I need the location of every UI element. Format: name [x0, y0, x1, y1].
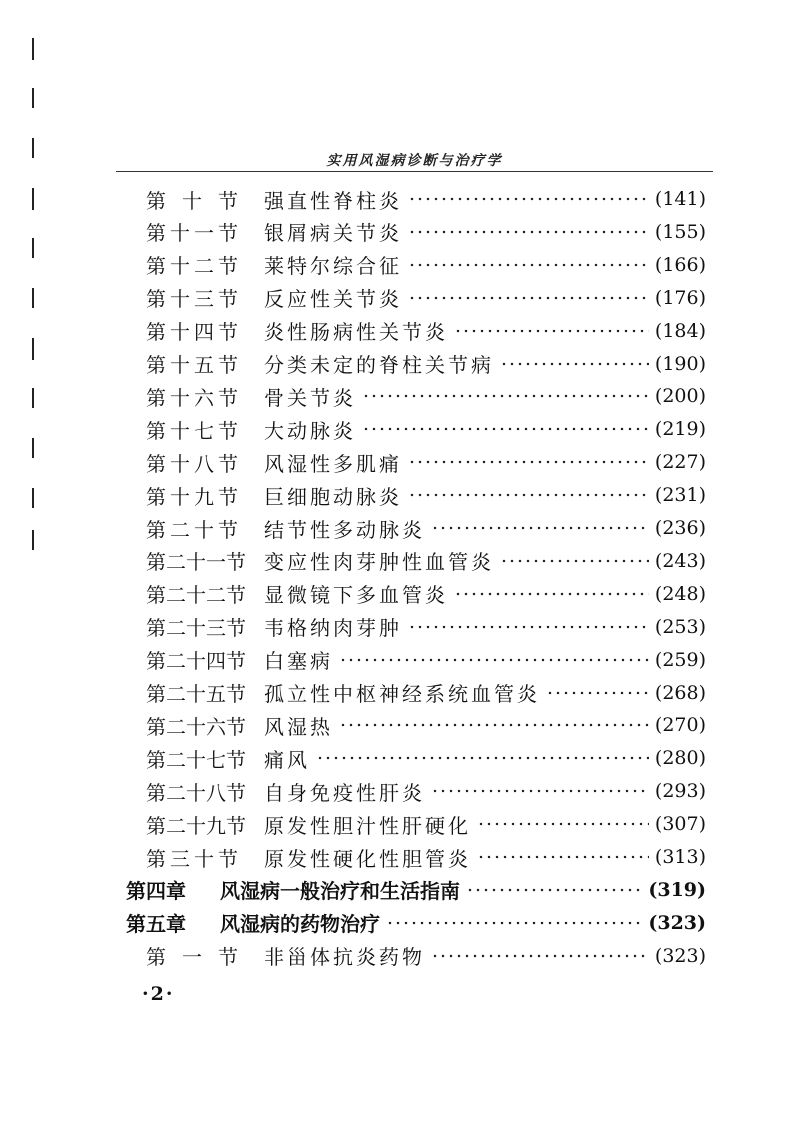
- dot-leader: [408, 296, 649, 300]
- toc-entry-page: (141): [654, 188, 706, 210]
- toc-entry-title: 炎性肠病性关节炎: [264, 320, 448, 345]
- dot-leader: [466, 888, 642, 892]
- toc-entry-number: 第二十一节: [146, 550, 246, 575]
- dot-leader: [546, 691, 649, 695]
- toc-entry-number: 第二十八节: [146, 780, 246, 805]
- toc-entry-page: (268): [654, 681, 706, 704]
- dot-leader: [454, 329, 649, 333]
- toc-entry-page: (236): [654, 517, 706, 539]
- toc-entry-number: 第十三节: [146, 287, 238, 312]
- dot-leader: [431, 954, 649, 958]
- toc-entry-page: (248): [654, 582, 706, 605]
- toc-entry-number: 第十四节: [146, 320, 238, 345]
- toc-section-row: [146, 479, 706, 511]
- toc-section-row: [146, 380, 706, 412]
- dot-leader: [500, 559, 649, 563]
- toc-entry-title: 风湿性多肌痛: [264, 451, 402, 476]
- toc-section-row: [146, 446, 706, 478]
- toc-entry-number: 第十节: [146, 188, 238, 213]
- toc-chapter-row: [126, 874, 706, 906]
- toc-section-row: [146, 545, 706, 577]
- toc-entry-page: (190): [654, 352, 706, 375]
- toc-entry-number: 第四章: [126, 879, 186, 904]
- toc-entry-title: 自身免疫性肝炎: [264, 780, 425, 805]
- toc-entry-number: 第十六节: [146, 385, 238, 410]
- margin-mark: [32, 288, 34, 308]
- toc-entry-title: 巨细胞动脉炎: [264, 484, 402, 509]
- margin-mark: [32, 388, 34, 408]
- toc-entry-title: 骨关节炎: [264, 385, 356, 410]
- toc-entry-number: 第十一节: [146, 221, 238, 246]
- dot-leader: [408, 263, 649, 267]
- dot-leader: [431, 526, 649, 530]
- margin-mark: [32, 530, 34, 550]
- toc-entry-number: 第十八节: [146, 451, 238, 476]
- dot-leader: [408, 460, 649, 464]
- toc-entry-page: (323): [648, 911, 706, 934]
- toc-entry-title: 结节性多动脉炎: [264, 517, 425, 542]
- toc-entry-page: (176): [654, 286, 706, 309]
- toc-entry-number: 第十九节: [146, 484, 238, 509]
- toc-section-row: [146, 348, 706, 380]
- toc-entry-page: (227): [654, 451, 706, 474]
- dot-leader: [339, 723, 649, 727]
- toc-entry-number: 第十七节: [146, 418, 238, 443]
- toc-section-row: [146, 183, 706, 215]
- dot-leader: [477, 822, 649, 826]
- toc-entry-title: 银屑病关节炎: [264, 221, 402, 246]
- margin-mark: [32, 338, 34, 360]
- toc-entry-number: 第二十六节: [146, 714, 246, 739]
- toc-section-row: [146, 808, 706, 840]
- toc-entry-title: 分类未定的脊柱关节病: [264, 353, 494, 377]
- toc-entry-page: (259): [654, 648, 706, 671]
- toc-section-row: [146, 775, 706, 807]
- toc-entry-title: 非甾体抗炎药物: [264, 945, 425, 970]
- toc-entry-number: 第二十五节: [146, 682, 246, 706]
- toc-section-row: [146, 578, 706, 610]
- toc-section-row: [146, 709, 706, 741]
- toc-section-row: [146, 644, 706, 676]
- margin-mark: [32, 138, 34, 158]
- dot-leader: [339, 658, 649, 662]
- toc-entry-title: 孤立性中枢神经系统血管炎: [264, 682, 540, 706]
- dot-leader: [454, 592, 649, 596]
- toc-entry-number: 第二十四节: [146, 649, 246, 674]
- toc-entry-page: (184): [654, 319, 706, 342]
- toc-chapter-row: [126, 907, 706, 939]
- toc-entry-number: 第三十节: [146, 846, 238, 871]
- toc-entry-title: 风湿热: [264, 714, 333, 739]
- dot-leader: [408, 230, 649, 234]
- toc-entry-number: 第二十九节: [146, 813, 246, 838]
- page-number: ·2·: [142, 983, 175, 1005]
- toc-section-row: [146, 742, 706, 774]
- margin-mark: [32, 488, 34, 508]
- running-header: 实用风湿病诊断与治疗学: [326, 153, 503, 169]
- toc-entry-title: 原发性硬化性胆管炎: [264, 846, 471, 871]
- toc-entry-title: 原发性胆汁性肝硬化: [264, 813, 471, 838]
- toc-entry-page: (200): [654, 385, 706, 408]
- toc-entry-page: (323): [654, 944, 706, 967]
- toc-entry-number: 第十五节: [146, 353, 238, 377]
- toc-entry-page: (270): [654, 714, 706, 737]
- toc-section-row: [146, 841, 706, 873]
- toc-entry-title: 显微镜下多血管炎: [264, 583, 448, 608]
- dot-leader: [386, 921, 642, 925]
- toc-entry-title: 风湿病的药物治疗: [220, 912, 380, 937]
- dot-leader: [431, 789, 649, 793]
- toc-entry-page: (231): [654, 484, 706, 507]
- toc-entry-number: 第二十二节: [146, 583, 246, 608]
- toc-entry-title: 痛风: [264, 747, 310, 772]
- toc-entry-title: 白塞病: [264, 649, 333, 674]
- toc-entry-page: (155): [654, 220, 706, 243]
- toc-entry-title: 变应性肉芽肿性血管炎: [264, 550, 494, 575]
- toc-entry-page: (166): [654, 253, 706, 276]
- toc-section-row: [146, 315, 706, 347]
- toc-section-row: [146, 512, 706, 544]
- dot-leader: [362, 427, 649, 431]
- margin-mark: [32, 38, 34, 60]
- toc-section-row: [146, 940, 706, 972]
- dot-leader: [316, 756, 649, 760]
- toc-entry-number: 第十二节: [146, 254, 238, 279]
- toc-section-row: [146, 611, 706, 643]
- dot-leader: [408, 197, 649, 201]
- dot-leader: [477, 855, 649, 859]
- toc-entry-page: (280): [654, 747, 706, 770]
- toc-entry-page: (313): [654, 846, 706, 868]
- toc-entry-page: (319): [648, 878, 706, 901]
- toc-entry-number: 第二十三节: [146, 616, 246, 641]
- toc-entry-number: 第五章: [126, 912, 186, 937]
- toc-entry-title: 大动脉炎: [264, 418, 356, 443]
- toc-entry-page: (307): [654, 813, 706, 836]
- toc-section-row: [146, 216, 706, 248]
- toc-section-row: [146, 677, 706, 709]
- toc-section-row: [146, 413, 706, 445]
- toc-entry-page: (219): [654, 418, 706, 441]
- header-rule: [116, 171, 713, 172]
- toc-entry-number: 第二十七节: [146, 747, 246, 772]
- toc-section-row: [146, 249, 706, 281]
- dot-leader: [408, 625, 649, 629]
- toc-entry-number: 第二十节: [146, 517, 238, 542]
- margin-mark: [32, 438, 34, 458]
- toc-entry-page: (253): [654, 615, 706, 638]
- toc-entry-title: 风湿病一般治疗和生活指南: [220, 879, 460, 904]
- toc-entry-page: (293): [654, 780, 706, 803]
- toc-entry-title: 莱特尔综合征: [264, 254, 402, 279]
- margin-mark: [32, 238, 34, 258]
- toc-entry-title: 反应性关节炎: [264, 287, 402, 312]
- toc-section-row: [146, 282, 706, 314]
- dot-leader: [500, 362, 649, 366]
- margin-mark: [32, 188, 34, 210]
- toc-entry-number: 第一节: [146, 945, 238, 970]
- dot-leader: [362, 394, 649, 398]
- toc-entry-page: (243): [654, 549, 706, 572]
- margin-mark: [32, 88, 34, 108]
- toc-entry-title: 韦格纳肉芽肿: [264, 616, 402, 641]
- dot-leader: [408, 493, 649, 497]
- toc-entry-title: 强直性脊柱炎: [264, 188, 402, 213]
